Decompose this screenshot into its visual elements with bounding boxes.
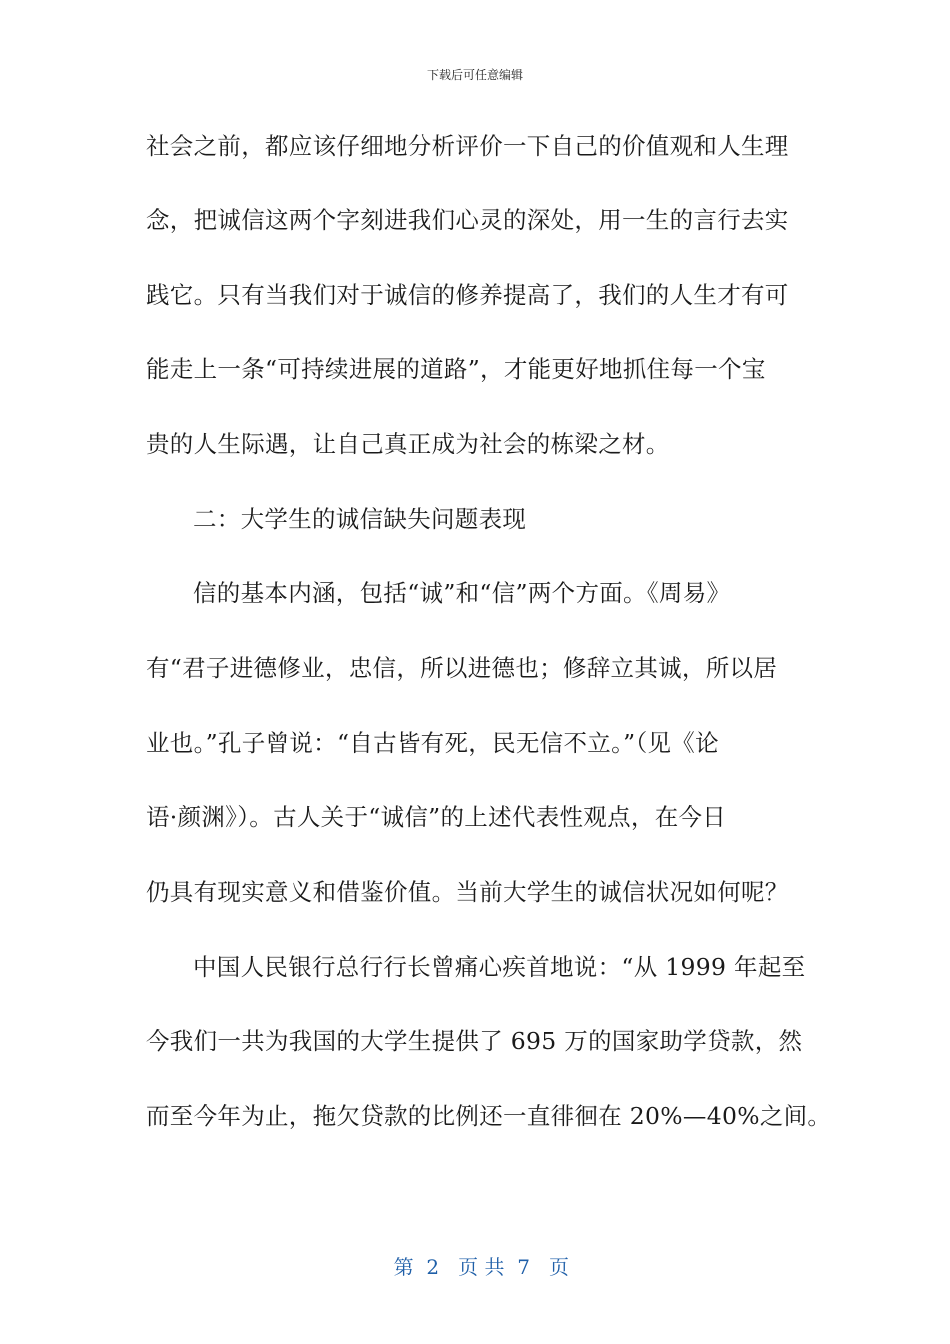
body-line: 中国人民银行总行行长曾痛心疾首地说：“从 1999 年起至 bbox=[193, 953, 806, 981]
body-line: 信的基本内涵，包括“诚”和“信”两个方面。《周易》 bbox=[193, 579, 731, 607]
body-line: 念，把诚信这两个字刻进我们心灵的深处，用一生的言行去实 bbox=[146, 206, 789, 234]
body-line: 业也。”孔子曾说：“自古皆有死，民无信不立。”（见《论 bbox=[146, 729, 719, 757]
body-line: 贵的人生际遇，让自己真正成为社会的栋梁之材。 bbox=[146, 430, 670, 458]
body-line: 语·颜渊》）。古人关于“诚信”的上述代表性观点，在今日 bbox=[146, 803, 727, 831]
page-header: 下载后可任意编辑 bbox=[426, 68, 523, 82]
body-line: 仍具有现实意义和借鉴价值。当前大学生的诚信状况如何呢？ bbox=[146, 878, 789, 906]
page-number-label: 第 2 页 共 7 页 bbox=[393, 1255, 570, 1279]
body-line: 践它。只有当我们对于诚信的修养提高了，我们的人生才有可 bbox=[146, 281, 789, 309]
body-line: 而至今年为止，拖欠贷款的比例还一直徘徊在 20%—40%之间。 bbox=[146, 1102, 832, 1130]
body-line: 有“君子进德修业，忠信，所以进德也；修辞立其诚，所以居 bbox=[146, 654, 778, 682]
page-number-footer bbox=[0, 1227, 950, 1280]
body-line: 今我们一共为我国的大学生提供了 695 万的国家助学贷款，然 bbox=[146, 1027, 803, 1055]
section-heading: 二：大学生的诚信缺失问题表现 bbox=[193, 505, 527, 533]
body-line: 能走上一条“可持续进展的道路”，才能更好地抓住每一个宝 bbox=[146, 355, 766, 383]
body-line: 社会之前，都应该仔细地分析评价一下自己的价值观和人生理 bbox=[146, 132, 789, 160]
